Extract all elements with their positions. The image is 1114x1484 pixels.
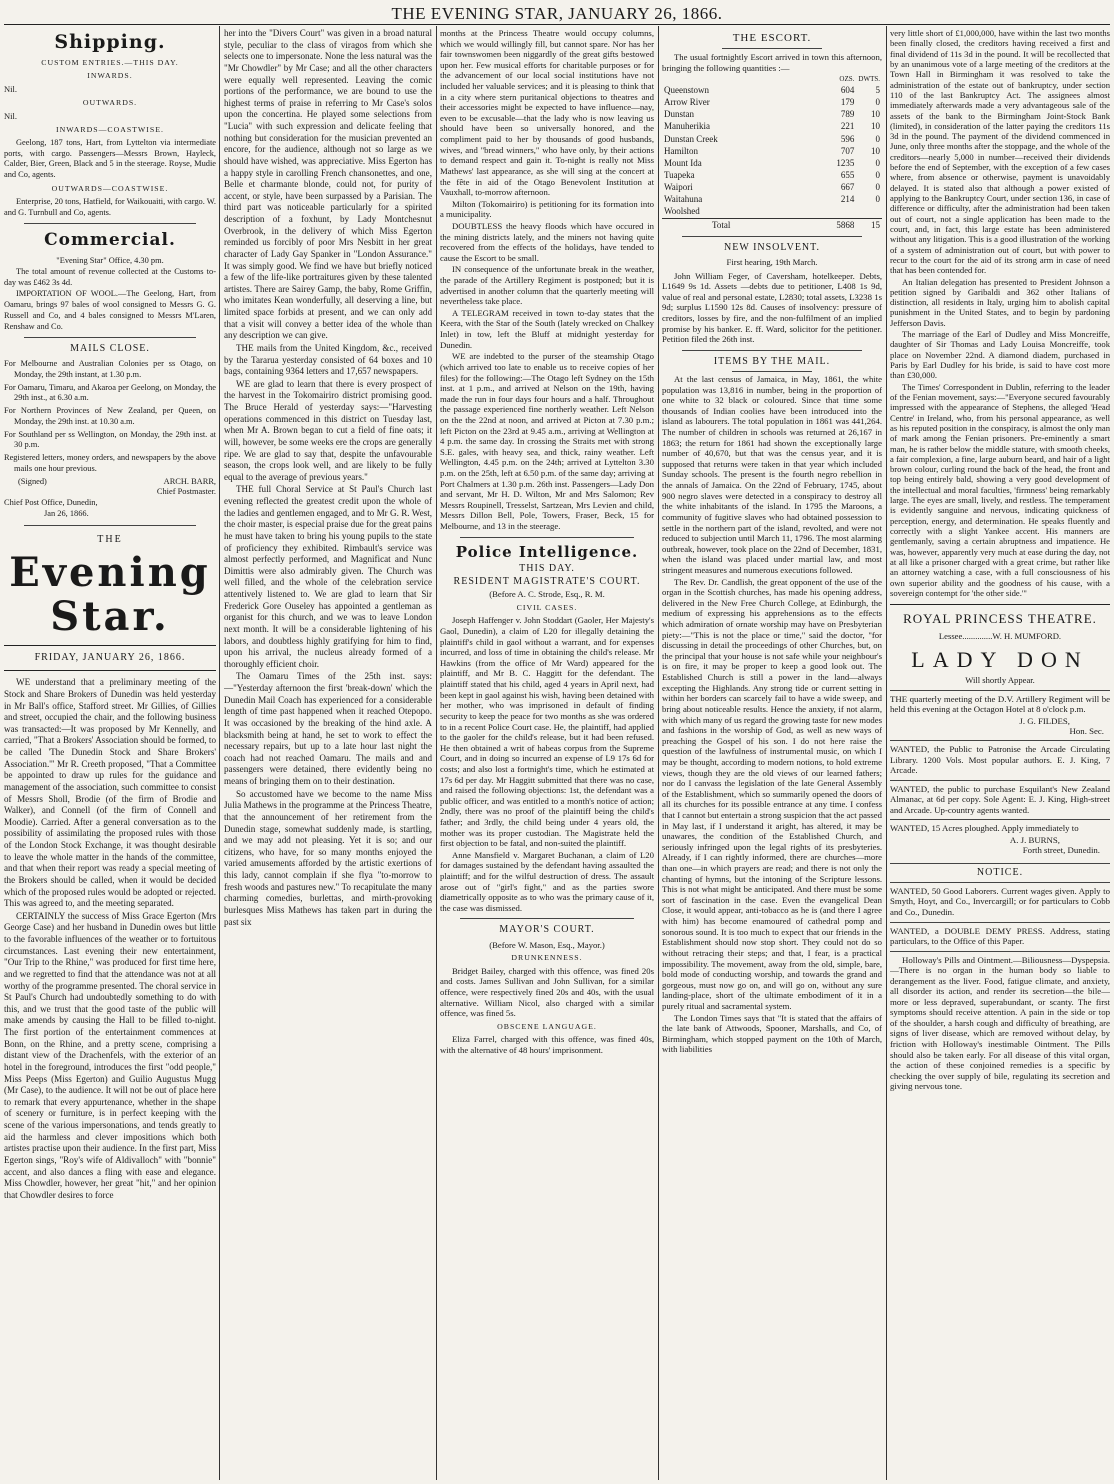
escort-dwts: 0: [875, 133, 880, 144]
masthead: THE EVENING STAR, JANUARY 26, 1866.: [391, 4, 723, 23]
escort-place: Hamilton: [664, 145, 698, 156]
court-report: Eliza Farrel, charged with this offence, was fined 40s, with the alternative of 48 hours' imprisonment.: [440, 1034, 654, 1055]
column-divider: [658, 26, 659, 1480]
escort-row: [662, 133, 882, 145]
escort-place: Arrow River: [664, 97, 710, 108]
escort-row: [662, 205, 882, 218]
mail-schedule-item: For Northern Provinces of New Zealand, per Queen, on Monday, the 29th inst. at 10.30 a.m.: [4, 406, 216, 426]
advertisement: [890, 819, 1110, 859]
ad-signature-title: Hon. Sec.: [1069, 726, 1104, 737]
escort-ozs: 707: [840, 145, 855, 156]
court-report: Bridget Bailey, charged with this offence, was fined 20s and costs. James Sullivan and John Sullivan, for a similar offence, were respectively fined 20s and 40s, with the usual alternative. William Nicol, also charged with a similar offence, was fined 5s.: [440, 965, 654, 1019]
column-divider: [436, 26, 437, 1480]
advertisement: [890, 780, 1110, 820]
escort-place: Waipori: [664, 182, 693, 193]
escort-ozs: 596: [840, 133, 855, 144]
obscene-language-label: OBSCENE LANGUAGE.: [497, 1021, 597, 1031]
article-paragraph: The Oamaru Times of the 25th inst. says:—"Yesterday afternoon the first 'break-down' which the Dunedin Mail Coach has experienced for a considerable length of time past happened when it reached Otepopo. It was occasioned by the breaking of the hind axle. A blacksmith being at hand, he set to work to effect the necessary repairs, but up to a late hour last night the coach had not reached Oamaru. The mails and and passengers were detained, there evidently being no means of bringing them on to their destination.: [224, 671, 432, 786]
outwards-nil: Nil.: [4, 111, 17, 122]
customs-heading: CUSTOM ENTRIES.—THIS DAY.: [41, 58, 179, 68]
shipping-entry: Enterprise, 20 tons, Hatfield, for Waikouaiti, with cargo. W. and G. Turnbull and Co, agents.: [4, 196, 216, 217]
commercial-paragraph: IMPORTATION OF WOOL.—The Geelong, Hart, from Oamaru, brings 97 bales of wool consigned to Messrs G. G. Russell and Co, and 4 bales consigned to Messrs M'Laren, Renshaw and Co.: [4, 289, 216, 331]
ozs-header: OZS.: [839, 74, 855, 83]
theatre-lessee: Lessee..............W. H. MUMFORD.: [938, 630, 1062, 641]
civil-cases-label: CIVIL CASES.: [516, 602, 578, 612]
escort-ozs: 221: [840, 121, 855, 132]
column-3: [440, 28, 654, 1480]
escort-row: [662, 145, 882, 157]
escort-place: Woolshed: [664, 206, 700, 217]
separator: [460, 537, 634, 538]
article-paragraph: Milton (Tokomairiro) is petitioning for its formation into a municipality.: [440, 198, 654, 220]
mail-schedule-item: For Melbourne and Australian Colonies per ss Otago, on Monday, the 29th instant, at 1.30 p.m.: [4, 359, 216, 379]
shipping-entry: Geelong, 187 tons, Hart, from Lyttelton via intermediate ports, with cargo. Passengers—Messrs Brown, Hayleck, Calder, Bier, Green, Black and 5 in the steerage. Royse, Mudie and Co, agents.: [4, 137, 216, 180]
escort-place: Manuherikia: [664, 121, 710, 132]
separator: [24, 525, 196, 526]
court-report: Anne Mansfield v. Margaret Buchanan, a claim of L20 for damages sustained by the defendant having assaulted the plaintiff; and for the wilful destruction of dress. The assault arose out of "girl's fight," and as the parties swore diametrically opposite as to who was the primary cause of it, the case was dismissed.: [440, 849, 654, 913]
escort-dwts: 0: [875, 194, 880, 205]
separator: [682, 236, 862, 237]
new-insolvent-heading: NEW INSOLVENT.: [723, 241, 821, 253]
escort-ozs: 1235: [836, 157, 855, 168]
ad-text: THE quarterly meeting of the D.V. Artillery Regiment will be held this evening at the Octagon Hotel at 8 o'clock p.m.: [890, 693, 1110, 715]
separator: [460, 918, 634, 919]
escort-dwts: [856, 205, 882, 218]
ad-text: WANTED, 50 Good Laborers. Current wages given. Apply to Smyth, Hoyt, and Co., Invercargill; or for particulars to Cobb and Co., Dunedin.: [890, 885, 1110, 917]
advertisement: [890, 690, 1110, 740]
escort-row: [662, 120, 882, 132]
column-5: [890, 28, 1110, 1480]
post-office-date: Jan 26, 1866.: [44, 508, 89, 518]
issue-date: FRIDAY, JANUARY 26, 1866.: [34, 651, 186, 663]
separator: [4, 670, 216, 671]
escort-ozs: 789: [840, 109, 855, 120]
escort-dwts: 0: [875, 157, 880, 168]
separator: [722, 48, 822, 49]
column-divider: [886, 26, 887, 1480]
escort-place: Dunstan Creek: [664, 133, 718, 144]
advertisement: [890, 882, 1110, 922]
shipping-heading: Shipping.: [54, 31, 166, 53]
separator: [732, 371, 812, 372]
ad-text: WANTED, the Public to Patronise the Arcade Circulating Library. 1200 Vols. Most popular authors. E. J. King, 7 Arcade.: [890, 743, 1110, 776]
escort-heading: THE ESCORT.: [732, 32, 812, 44]
drunkenness-label: DRUNKENNESS.: [511, 953, 583, 963]
inwards-coastwise-label: INWARDS—COASTWISE.: [56, 124, 164, 134]
escort-total-ozs: 5868: [822, 218, 856, 231]
escort-ozs: 179: [840, 97, 855, 108]
separator: [24, 337, 196, 338]
escort-ozs: [822, 205, 856, 218]
masthead-the: THE: [97, 533, 123, 545]
advertisement: [890, 922, 1110, 951]
escort-ozs: 604: [840, 85, 855, 96]
escort-place: Tuapeka: [664, 170, 695, 181]
escort-row: [662, 181, 882, 193]
mails-close-heading: MAILS CLOSE.: [70, 343, 150, 355]
mayors-court-before: (Before W. Mason, Esq., Mayor.): [489, 939, 605, 950]
escort-place: Dunstan: [664, 109, 694, 120]
separator: [682, 350, 862, 351]
escort-dwts: 0: [875, 97, 880, 108]
escort-total-dwts: 15: [856, 218, 882, 231]
police-intelligence-heading: Police Intelligence.: [455, 542, 639, 561]
insolvent-paragraph: John William Feger, of Caversham, hotelkeeper. Debts, L1649 9s 1d. Assets —debts due to petitioner, L408 1s 9d, value of real and personal estate, L2830; total assets, L3238 1s 9d; surplus L1590 12s 8d. Causes of insolvency: pressure of creditors, losses by fire, and the non-fulfilment of an implied promise by his banker. E. ff. Ward, solicitor for the petitioner. Petition filed the 26th inst.: [662, 270, 882, 345]
ad-text: WANTED, the public to purchase Esquilant's New Zealand Almanac, at 6d per copy. Sole Agent: E. J. King, High-street and Arcade. Up-country agents wanted.: [890, 783, 1110, 815]
escort-row: [662, 108, 882, 120]
escort-row: [662, 157, 882, 169]
escort-place: Queenstown: [664, 85, 709, 96]
rm-court-before: (Before A. C. Strode, Esq., R. M.: [489, 589, 605, 600]
escort-row: [662, 193, 882, 205]
escort-total-label: Total: [662, 218, 822, 231]
mail-schedule-item: For Southland per ss Wellington, on Monday, the 29th inst. at 30 p.m.: [4, 429, 216, 450]
lady-don-title: LADY DON: [911, 647, 1089, 673]
article-paragraph: The marriage of the Earl of Dudley and Miss Moncreiffe, daughter of Sir Thomas and Lady Louisa Moncreiffe, took place on November 22nd. A diamond diadem, purchased in Paris by Earl Dudley for his bride, is said to have cost more than £30,000.: [890, 329, 1110, 381]
escort-dwts: 0: [875, 182, 880, 193]
article-paragraph: CERTAINLY the success of Miss Grace Egerton (Mrs George Case) and her husband in Dunedin owes but little to the favorable influences of the weather or to fortuitous circumstances. Last evening their new entertainment, "Our Trip to the Rhine," was produced for first time here, and we regretted to find that the attendance was not at all worthy of the programme presented. The choral service in St Paul's Church had undoubtedly something to do with this, and we trust that the good taste of the public will make amends by causing the Hall to be filled to-night. The first portion of the entertainment commences at Bonn, on the Rhine, and a pretty scene, comprising a distant view of the Drachenfels, with the exterior of an hotel in the foreground, introduces the first "odd people," Miss Peeps (Miss Egerton) and Guilio Augustus Mugg (Mr Case), to the audience. It will not be out of place here to remark that every appurtenance, whether in the shape of scenery or furniture, is in perfect keeping with the scene of the various impersonations, and tends greatly to aid the harmless and clever impositions which both artistes practise upon their audience. In the first part, Miss Egerton sings, "Roy's wife of Aldivalloch" with "bonnie" accent, and also dances a fling with ease and elegance. Miss Chowdler, however, her great "hit," and her opinion that Chowdler desires to force: [4, 910, 216, 1200]
ad-signature: J. G. FILDES,: [1019, 715, 1070, 726]
outwards-coastwise-label: OUTWARDS—COASTWISE.: [51, 183, 169, 193]
column-2: [224, 28, 432, 1480]
article-paragraph: IN consequence of the unfortunate break in the weather, the parade of the Artillery Regiment is postponed; but it is advertised in another column that the quarterly meeting will nevertheless take place.: [440, 264, 654, 307]
article-paragraph: THE mails from the United Kingdom, &c., received by the Tararua yesterday consisted of 64 boxes and 10 bags, containing 9364 letters and 17,657 newspapers.: [224, 342, 432, 377]
mail-schedule-item: For Oamaru, Timaru, and Akaroa per Geelong, on Monday, the 29th inst., at 6.30 a.m.: [4, 382, 216, 403]
article-paragraph: months at the Princess Theatre would occupy columns, which we would willingly fill, but cannot spare. Nor has her fair townswomen been niggardly of the great gifts bestowed upon her. Few musical efforts for charitable purposes or for the advancement of our local social institutions have not included her valuable services; and it is pleasing to think that in a city where stern puritanical objections to theatres and their accessories might be expected to have influence—nay, even to be excusable—that the lady who is now leaving us should have been so universally honored, and the compliment paid to her by thousands of good husbands, wives, and "bread winners," who have only, by their actions to demand respect and gain it. To-night is really not Miss Mathews' last appearance, as she will sing at the concert at the fête in aid of the Otago Benevolent Institution at Vauxhall, to-morrow afternoon.: [440, 28, 654, 198]
signer-name: ARCH. BARR,: [163, 476, 216, 486]
inwards-label: INWARDS.: [87, 71, 133, 81]
post-office-line: Chief Post Office, Dunedin,: [4, 498, 98, 508]
escort-header-row: [662, 75, 882, 84]
escort-total-row: [662, 218, 882, 231]
dwts-header: DWTS.: [858, 74, 880, 83]
outwards-label: OUTWARDS.: [82, 98, 138, 108]
evening-star-nameplate: Evening Star.: [9, 548, 211, 640]
signer-title: Chief Postmaster.: [156, 487, 216, 497]
commercial-office-line: "Evening Star" Office, 4.30 pm.: [56, 256, 164, 266]
article-paragraph: WE are glad to learn that there is every prospect of the harvest in the Tokomairiro district promising good. The Bruce Herald of yesterday says:—"Harvesting operations commenced in this district on Tuesday last, when Mr A. Brown began to cut a field of fine oats; it will, however, be some weeks ere the crops are generally ripe. We are glad to say that, despite the unfavourable season, the crops look well, and are likely to be fully equal to the average of previous years.": [224, 378, 432, 482]
article-paragraph: her into the "Divers Court" was given in a broad natural style, peculiar to the class of viragos from which she selects one to impersonate. None the less natural was the "Mr Chowdler" by Mr Case; and all the other characters were equally well represented. Leaving the comic portions of the performance, we are bound to use the highest terms of praise in referring to Mr Case's solos upon the concertina. He played some selections from "Lucia" with such expression and delicate feeling that nothing but consideration for the musician prevented an encore, for the audience, although not so large as we should have wished, was appreciative. Miss Egerton has a happy style in carolling French chansonettes, and one, Belle et charmante blonde, could not, for purity of accent, or style, have been surpassed by a Parisian. The third part was noticeable particularly for a spirited description of a foxhunt, by Lady Montchesnut Overbrook, in the delivery of which Miss Egerton reminded us forcibly of poor Mrs Nesbitt in her great character of Lady Gay Spanker in "London Assurance." It was simply good. We find we have but briefly noticed a few of the life-like portraitures given by these talented artistes. There are Sairey Gamp, the baby, Rome Griffin, who imitates Kean wonderfully, all deserving a line, but limited space forbids at present, and we can only add that a visit will convey a better idea of the whole than any description we can give.: [224, 28, 432, 341]
article-paragraph: THE full Choral Service at St Paul's Church last evening reflected the greatest credit upon the whole of the ladies and gentlemen engaged, and to Mr G. R. West, the choir master, is especial praise due for the great pains he must have taken to bring his young pupils to the state of proficiency they exhibited. Rimbault's service was almost perfectly performed, and Magnificat and Nunc Dimittis were also admirably given. The Church was well filled, and the whole of the celebration service attentively listened to. We are glad to learn that Sir Frederick Gore Ouseley has appointed a gentleman as organist for this church, and we was to leave London next month. It will be a considerable lightening of his labors, and doubtless highly gratifying for him to find, upon his arrival, the nucleus already formed of a thoroughly efficient choir.: [224, 484, 432, 669]
escort-place: Waitahuna: [664, 194, 703, 205]
escort-table: [662, 75, 882, 231]
ad-signature: A. J. BURNS,: [1009, 834, 1060, 845]
article-paragraph: WE understand that a preliminary meeting of the Stock and Share Brokers of Dunedin was held yesterday in Mr Ball's office, Stafford street. Mr Gillies, of Gillies and street, occupied the chair, and the following business was transacted:—It was proposed by Mr Kennelly, and carried, "That a Brokers' Association should be formed, to be called 'The Dunedin Stock and Share Brokers' Association.'" Mr R. Creeth proposed, "That a Committee be appointed to draw up rules for the guidance and management of the association, such committee to consist of Messrs Sholl, Brodie (of the firm of Brodie and Walker), and Connell (of the firm of Connell and Moodie). Carried. After a general conversation as to the possibility of assimilating the proposed rules with those of the London Stock Exchange, it was thought desirable to leave the whole matter in the hands of the committee, and that when their report was ready a special meeting of the Brokers should be called, when it would be decided which of the proposed rules would be adopted or rejected. This was agreed to, and the meeting separated.: [4, 677, 216, 909]
commercial-paragraph: The total amount of revenue collected at the Customs to-day was £462 3s 4d.: [4, 266, 216, 287]
column-1: [4, 28, 216, 1480]
escort-intro: The usual fortnightly Escort arrived in town this afternoon, bringing the following quantities :—: [662, 52, 882, 74]
ad-signature-address: Forth street, Dunedin.: [1022, 845, 1100, 856]
escort-row: [662, 96, 882, 108]
escort-dwts: 10: [871, 121, 880, 132]
escort-ozs: 667: [840, 182, 855, 193]
mayors-court-heading: MAYOR'S COURT.: [499, 924, 595, 936]
advertisement: [890, 740, 1110, 780]
theatre-heading: ROYAL PRINCESS THEATRE.: [903, 611, 1097, 627]
article-paragraph: DOUBTLESS the heavy floods which have occured in the mining districts lately, and the miners not having quite recovered from the effects of the holidays, have tended to cause the Escort to be small.: [440, 220, 654, 263]
ad-text: WANTED, a DOUBLE DEMY PRESS. Address, stating particulars, to the Office of this Paper.: [890, 925, 1110, 947]
article-paragraph: A TELEGRAM received in town to-day states that the Keera, with the Star of the South (lately wrecked on Chalkey Inlet) in tow, left the Bluff at midnight yesterday for Dunedin.: [440, 307, 654, 350]
escort-dwts: 5: [875, 85, 880, 96]
article-paragraph: WE are indebted to the purser of the steamship Otago (which arrived too late to enable us to receive copies of her files) for the following:—The Otago left Sydney on the 15th inst. at 1 p.m., and arrived at Nelson on the 19th, having made the run in four days four hours and a half. Throughout the passage experienced fine northerly weather. Left Nelson on the the 22nd at noon, and arrived at Picton at 7.30 p.m.; left Picton on the 23rd at 9.45 a.m., arriving at Wellington at 4 p.m. the same day. In crossing the Straits met with strong S.E. gales, with heavy sea, and thick, rainy weather. Left Wellington, 4.45 p.m. on the 24th; arrived at Lyttelton 3.30 p.m. on the 25th, left at 6.50 p.m. of the same day; arriving at Port Chalmers at 1.30 p.m. 26th inst. Passengers—Lady Don and servant, Mr H. D. Wilton, Mr and Mrs Salomon; Rev Messrs Roupinell, Tresselst, Sartzean, Mrs Levien and child, Messrs Dillon Bell, Pole, Towers, Fraser, Beck, 15 for Melbourne, and 13 in the steerage.: [440, 351, 654, 532]
signature-block: [4, 477, 216, 488]
escort-place: Mount Ida: [664, 157, 702, 168]
court-report: Joseph Haffenger v. John Stoddart (Gaoler, Her Majesty's Gaol, Dunedin), a claim of L20 for illegally detaining the plaintiff's child in gaol without a warrant, and for expenses incurred, and loss of time in obtaining the child's release. Mr Hawkins (from the office of Mr Ward) appeared for the plaintiff, and Mr B. C. Haggitt for the defendant. The plaintiff stated that his child, aged 4 years in April next, had been kept in gaol against his wish, having been detained with her mother, who was imprisoned in default of finding security to keep the peace for two months as she was ordered to in a recent Police Court case. He, the plaintiff, had applied to the gaoler for the child's release, but it had been refused. He then obtained a writ of habeas corpus from the Supreme Court, and in doing so incurred an expense of L9 17s 6d for costs; and also lost a fortnight's time, which he estimated at 17s 6d per day. Mr Haggitt submitted that there was no case, and raised the following objections: 1st, the defendant was a public officer, and was entitled to a month's notice of action; 2ndly, there was no proof of the plaintiff being the child's father; and 3rdly, the child being under 4 years old, the mother was its proper custodian. The Magistrate held the first objection to be fatal, and non-suited the plaintiff.: [440, 615, 654, 849]
signed-label: (Signed): [18, 476, 47, 486]
article-paragraph: The London Times says that "It is stated that the affairs of the late bank of Attwoods, Spooner, Marshalls, and Co, of Birmingham, which stopped payment on the 10th of March, with liabilities: [662, 1012, 882, 1055]
escort-row: [662, 169, 882, 181]
article-paragraph: very little short of £1,000,000, have within the last two months been finally closed, the creditors having received a first and final dividend of 11s 3d in the pound. It will be recollected that by an unanimous vote of a large meeting of the creditors at the Town Hall in Birmingham it was resolved to take the administration of the estate out of bankruptcy, under section 110 of the last Bankruptcy Act. The assignees almost immediately afterwards made a very advantageous sale of the assets of the bank to the Birmingham Joint-Stock Bank (limited), in consideration of the latter paying the creditors 11s 3d in the pound. The payment of the dividend commenced in June, only three months after the stoppage, and the whole of the creditors—nearly 5,000 in number—received their dividends before the end of September, with the exception of a few cases where, from absence or otherwise, payment is unavoidably delayed. It is stated also that although a power existed of applying to the Bankruptcy Court, under section 136, in case of difference or difficulty, after the administration had been taken out of court, not a single application has been made to the court, and, in fact, this large estate has been administered without any litigation. This is a good illustration of the working of a system of administration out of court, but with power to recur to the court for the aid of its strong arm in case of need that has been contended for.: [890, 28, 1110, 276]
separator: [24, 223, 196, 224]
separator: [4, 645, 216, 646]
notice-heading: NOTICE.: [890, 863, 1110, 879]
advertisement: [890, 951, 1110, 1096]
ad-text: WANTED, 15 Acres ploughed. Apply immediately to: [890, 823, 1079, 834]
article-paragraph: The Rev. Dr. Candlish, the great opponent of the use of the organ in the Scottish churches, has made his opening address, delivered in the New Free Church College, at Edinburgh, the medium of expressing his apprehensions as to the effects which admiration of ornate worship may have on Presbyterian piety:—"This is not the place or time," said the doctor, "for discussing in detail the proceedings of other Churches, but, on the principal that your house is not safe while your neighbour's is on fire, it may be proper to keep a good look out. The Established Church is still a power in the land—always excepting the Highlands. Any strong tide or current setting in within her borders can scarcely fail to have a wide sweep, and bring about noticeable results. Hence the anxiety, if not alarm, with which many of us regard the growing taste for new modes and fashions in the worship of God, as well as new ways of preaching the Gospel of his son. I do not here raise the question of the lawfulness of instrumental music, on which I may be thought, according to modern notions, to hold extreme views, though they are the old views of our learned fathers; nor do I canvass the legislation of the late General Assembly of the Establishment, which so summarily opened the doors of all its churches for its possible entrance at any time. I confess that I cannot but entertain a strong suspicion that the act passed in May last, if I understand it aright, has altered, it may be unawares, the condition of the Established Church, and seriously infringed upon the legal rights of its presbyteries. Already, if I can rightly informed, there are churches—more than one—in which prayers are read; and there is not only the chanting of hymns, but the intoning of the Scripture lessons. This is not what might be anticipated. And there must be some sort of fascination in the case. Even the evangelical Dean Close, it would appear, anti-tobacco as he is (and there I agree with him) has become enamoured of cathedral pomp and sonorous sound. It is too much to expect that our friends in the Establishment should now stop short. They could not do so without retracing their steps; and that, I fear, is a practical impossibility. The movement, away from the old, simple, bare, bold mode of conducting worship, and towards the grand and gorgeous, must now go on, and will go on, without any sure landing-place, short of the ultimate embodiment of it in a purely ritual and sacramental system.: [662, 576, 882, 1011]
article-paragraph: At the last census of Jamaica, in May, 1861, the white population was 13,816 in number, being in the proportion of one white to 32 black or coloured. Since that time some thousands of Indian coolies have been introduced into the island as labourers. The total population in 1861 was 441,264. The number of children in schools was returned at 26,167 in 1863; the return for 1861 had shown the exceptionally large number of 40,670, but that was the census year, and it is supposed that returns were taken in that year which included Sunday schools. The present is the fourth negro rebellion in the annals of Jamaica. On the 22nd of February, 1745, about 900 negro slaves were detected in a conspiracy to destroy all the white inhabitants of the island. In 1795 the Maroons, a community of fugitive slaves who had obtained possession to settle in the northern part of the island, revolted, and were not reduced to subjection until March 11, 1796. The most alarming outbreak, however, took place on the 22nd of December, 1831, when the island was placed under martial law, and most stringent measures and numerous executions followed.: [662, 374, 882, 575]
escort-ozs: 655: [840, 170, 855, 181]
masthead-rule: [4, 24, 1110, 25]
escort-ozs: 214: [840, 194, 855, 205]
separator: [890, 604, 1110, 605]
article-paragraph: The Times' Correspondent in Dublin, referring to the leader of the Fenian movement, says:—"Everyone secured favourably impressed with the appearance of Stephens, the alleged 'Head Centre' in Ireland, who, from his personal appearance, as well as his reputed position in the conspiracy, is almost the only man of mark among the Fenian prisoners. Pre-eminently a smart man, he is rather below the middle stature, with smooth cheeks, a fair complexion, a fine, large auburn beard, and hair of a light brown colour, curling round the back of the head, the front and top being entirely bald, showing a very good development of the intellectual and moral faculties, 'firmness' being remarkably large. The eyes are small, lively, and restless. The temperament is evidently sanguine and nervous, indicating quickness of perception, energy, and determination. He speaks fluently and correctly with a slight Yankee accent. His manners are gentlemanly, saving a certain abruptness and impatience. He was, however, apparently very much at ease during the day, not at all like a prisoner charged with a great crime, but rather like an attorney watching a case, with a full consciousness of his own superior ability and the goodness of his cause, with a sovereign contempt for 'the other side.'": [890, 381, 1110, 598]
items-by-mail-heading: ITEMS BY THE MAIL.: [713, 355, 831, 367]
ad-text: Holloway's Pills and Ointment.—Biliousness—Dyspepsia.—There is no organ in the human body so liable to derangement as the liver. Food, fatigue climate, and anxiety, all disorder its action, and render its secretion—the bile—more or less depraved, superabundant, or scanty. The first symptoms should receive attention. A pain in the side or top of the shoulder, a harsh cough and difficulty of breathing, are signs of liver disease, which are removed without delay, by friction with Holloway's inestimable Ointment. The Pills should also be taken early. For all disease of this vital organ, the action of these conjoined remedies is a specific by checking the over supply of bile, regulating its secretion and giving nervous tone.: [890, 954, 1110, 1092]
article-paragraph: An Italian delegation has presented to President Johnson a petition signed by Garibaldi and 362 other Italians of distinction, all residents in Italy, urging him to abolish capital punishment in the United States, and to begin by pardoning Jefferson Davis.: [890, 276, 1110, 328]
commercial-heading: Commercial.: [44, 230, 176, 251]
escort-dwts: 10: [871, 109, 880, 120]
escort-dwts: 10: [871, 145, 880, 156]
escort-dwts: 0: [875, 170, 880, 181]
lady-don-subtitle: Will shortly Appear.: [965, 675, 1035, 686]
column-divider: [219, 26, 220, 1480]
inwards-nil: Nil.: [4, 84, 17, 95]
this-day-label: THIS DAY.: [519, 562, 575, 574]
mail-schedule-item: Registered letters, money orders, and newspapers by the above mails one hour previous.: [4, 453, 216, 473]
column-4: [662, 28, 882, 1480]
article-paragraph: So accustomed have we become to the name Miss Julia Mathews in the programme at the Princess Theatre, that the announcement of her retirement from the Dunedin stage, somewhat suddenly made, is startling, and we may add not pleasing. Yet it is so; and our citizens, who have, for so many months enjoyed the varied amusements afforded by the artistic exertions of this lady, cannot complain if she flya "to-morrow to fresh woods and pastures new." To recapitulate the many charming comedies, burlettas, and mirth-provoking burlesques Miss Mathews has taken part in during the past six: [224, 788, 432, 927]
escort-row: [662, 84, 882, 96]
insolvent-hearing: First hearing, 19th March.: [726, 256, 818, 267]
rm-court-heading: RESIDENT MAGISTRATE'S COURT.: [453, 576, 641, 588]
